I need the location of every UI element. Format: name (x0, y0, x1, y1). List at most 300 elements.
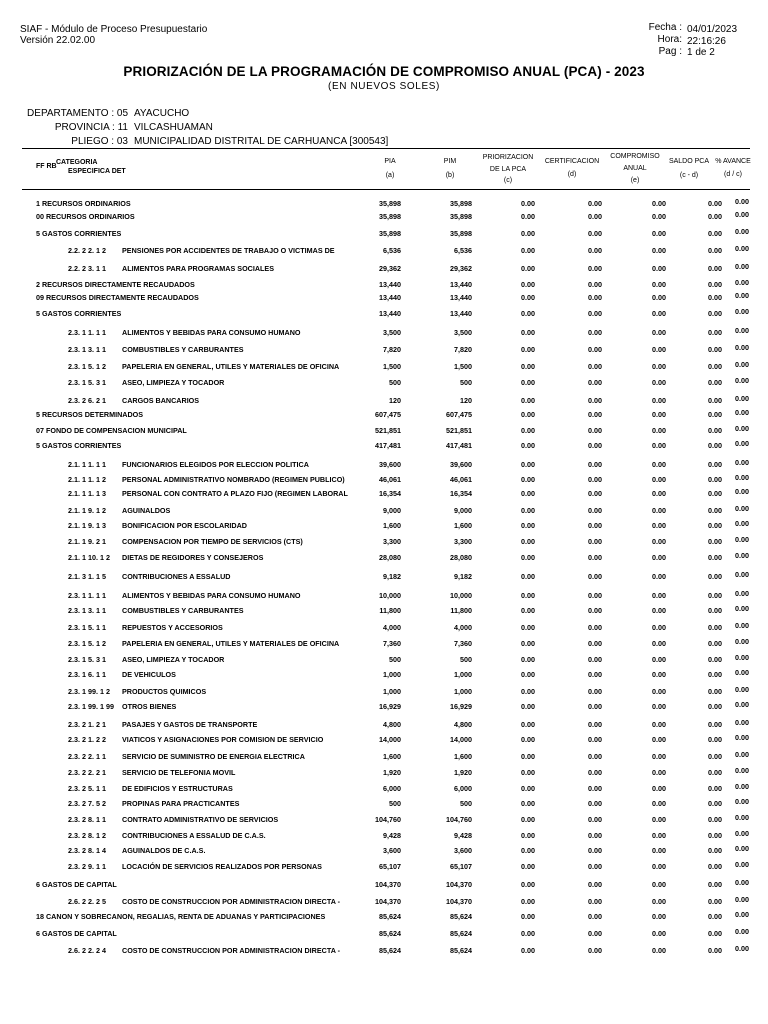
row-pim: 85,624 (450, 946, 472, 955)
row-priorizacion: 0.00 (521, 328, 535, 337)
row-code: 2.1. 3 1. 1 5 (68, 572, 106, 581)
row-compromiso: 0.00 (652, 702, 666, 711)
row-code: 2.3. 1 1. 1 1 (68, 591, 106, 600)
row-avance: 0.00 (735, 860, 749, 869)
departamento-label: DEPARTAMENTO : 05 (27, 108, 128, 119)
row-compromiso: 0.00 (652, 846, 666, 855)
row-pim: 11,800 (450, 606, 472, 615)
row-compromiso: 0.00 (652, 506, 666, 515)
row-priorizacion: 0.00 (521, 475, 535, 484)
row-label: REPUESTOS Y ACCESORIOS (122, 623, 223, 632)
row-pim: 14,000 (450, 735, 472, 744)
row-compromiso: 0.00 (652, 591, 666, 600)
report-subtitle: (EN NUEVOS SOLES) (328, 81, 440, 92)
row-avance: 0.00 (735, 439, 749, 448)
row-saldo: 0.00 (708, 929, 722, 938)
row-certificacion: 0.00 (588, 591, 602, 600)
row-priorizacion: 0.00 (521, 553, 535, 562)
row-code: 2.3. 1 5. 1 1 (68, 623, 106, 632)
row-priorizacion: 0.00 (521, 309, 535, 318)
row-pim: 104,370 (446, 897, 472, 906)
row-avance: 0.00 (735, 535, 749, 544)
row-pia: 11,800 (379, 606, 401, 615)
row-label: COMBUSTIBLES Y CARBURANTES (122, 345, 244, 354)
row-code: 2.1. 1 9. 1 2 (68, 506, 106, 515)
col-compromiso-sub: (e) (630, 177, 640, 184)
col-pim-sub: (b) (445, 172, 455, 179)
row-label: DE EDIFICIOS Y ESTRUCTURAS (122, 784, 233, 793)
row-label: COMPENSACION POR TIEMPO DE SERVICIOS (CTS) (122, 537, 303, 546)
row-certificacion: 0.00 (588, 572, 602, 581)
row-pia: 1,600 (383, 752, 401, 761)
row-priorizacion: 0.00 (521, 655, 535, 664)
row-avance: 0.00 (735, 895, 749, 904)
row-pia: 7,360 (383, 639, 401, 648)
row-pia: 13,440 (379, 280, 401, 289)
row-priorizacion: 0.00 (521, 489, 535, 498)
row-pia: 104,370 (375, 897, 401, 906)
row-compromiso: 0.00 (652, 606, 666, 615)
row-avance: 0.00 (735, 910, 749, 919)
row-label: 18 CANON Y SOBRECANON, REGALIAS, RENTA DE ADUANAS Y PARTICIPACIONES (36, 912, 326, 921)
row-priorizacion: 0.00 (521, 735, 535, 744)
row-pia: 65,107 (379, 862, 401, 871)
row-priorizacion: 0.00 (521, 912, 535, 921)
row-pia: 13,440 (379, 309, 401, 318)
row-pia: 7,820 (383, 345, 401, 354)
row-avance: 0.00 (735, 766, 749, 775)
row-label: PERSONAL ADMINISTRATIVO NOMBRADO (REGIMEN PUBLICO) (122, 475, 345, 484)
row-certificacion: 0.00 (588, 199, 602, 208)
row-compromiso: 0.00 (652, 396, 666, 405)
row-pia: 1,500 (383, 362, 401, 371)
row-saldo: 0.00 (708, 784, 722, 793)
row-code: 2.3. 2 7. 5 2 (68, 799, 106, 808)
row-certificacion: 0.00 (588, 309, 602, 318)
row-certificacion: 0.00 (588, 768, 602, 777)
provincia-label: PROVINCIA : 11 (54, 122, 128, 133)
table-row (0, 670, 768, 682)
row-saldo: 0.00 (708, 441, 722, 450)
row-label: COSTO DE CONSTRUCCION POR ADMINISTRACION DIRECTA - (122, 946, 341, 955)
row-avance: 0.00 (735, 487, 749, 496)
row-label: COMBUSTIBLES Y CARBURANTES (122, 606, 244, 615)
row-saldo: 0.00 (708, 768, 722, 777)
row-pim: 417,481 (446, 441, 472, 450)
row-certificacion: 0.00 (588, 670, 602, 679)
row-code: 2.6. 2 2. 2 5 (68, 897, 106, 906)
row-pim: 13,440 (450, 293, 472, 302)
row-label: 09 RECURSOS DIRECTAMENTE RECAUDADOS (36, 293, 199, 302)
fecha-label: Fecha : (648, 22, 682, 33)
row-compromiso: 0.00 (652, 912, 666, 921)
row-pim: 9,182 (454, 572, 472, 581)
row-pim: 7,820 (454, 345, 472, 354)
row-pia: 85,624 (379, 929, 401, 938)
row-pim: 4,000 (454, 623, 472, 632)
table-row (0, 229, 768, 241)
table-row (0, 687, 768, 699)
row-label: 00 RECURSOS ORDINARIOS (36, 212, 135, 221)
row-pia: 85,624 (379, 946, 401, 955)
row-compromiso: 0.00 (652, 293, 666, 302)
row-avance: 0.00 (735, 604, 749, 613)
row-label: BONIFICACION POR ESCOLARIDAD (122, 521, 247, 530)
table-row (0, 720, 768, 732)
row-saldo: 0.00 (708, 460, 722, 469)
table-row (0, 702, 768, 714)
row-certificacion: 0.00 (588, 378, 602, 387)
row-saldo: 0.00 (708, 293, 722, 302)
row-code: 2.3. 2 9. 1 1 (68, 862, 106, 871)
row-pim: 120 (460, 396, 472, 405)
row-saldo: 0.00 (708, 831, 722, 840)
row-priorizacion: 0.00 (521, 426, 535, 435)
table-row (0, 460, 768, 472)
table-row (0, 862, 768, 874)
row-priorizacion: 0.00 (521, 946, 535, 955)
table-row (0, 815, 768, 827)
row-pim: 500 (460, 655, 472, 664)
header-rule-top (22, 148, 750, 149)
row-pim: 3,300 (454, 537, 472, 546)
row-pim: 13,440 (450, 280, 472, 289)
row-certificacion: 0.00 (588, 880, 602, 889)
row-saldo: 0.00 (708, 735, 722, 744)
row-pim: 3,600 (454, 846, 472, 855)
row-pia: 14,000 (379, 735, 401, 744)
row-priorizacion: 0.00 (521, 897, 535, 906)
row-code: 2.3. 1 3. 1 1 (68, 345, 106, 354)
row-pim: 1,600 (454, 752, 472, 761)
row-avance: 0.00 (735, 782, 749, 791)
row-compromiso: 0.00 (652, 929, 666, 938)
row-certificacion: 0.00 (588, 702, 602, 711)
row-pia: 35,898 (379, 199, 401, 208)
table-row (0, 752, 768, 764)
table-row (0, 378, 768, 390)
col-avance: % AVANCE (715, 158, 751, 165)
row-label: CONTRATO ADMINISTRATIVO DE SERVICIOS (122, 815, 279, 824)
row-compromiso: 0.00 (652, 639, 666, 648)
row-avance: 0.00 (735, 376, 749, 385)
row-avance: 0.00 (735, 307, 749, 316)
row-avance: 0.00 (735, 797, 749, 806)
row-pia: 500 (389, 378, 401, 387)
table-row (0, 639, 768, 651)
row-priorizacion: 0.00 (521, 720, 535, 729)
row-label: AGUINALDOS DE C.A.S. (122, 846, 206, 855)
row-compromiso: 0.00 (652, 199, 666, 208)
row-pim: 13,440 (450, 309, 472, 318)
row-certificacion: 0.00 (588, 362, 602, 371)
row-certificacion: 0.00 (588, 426, 602, 435)
row-code: 2.1. 1 10. 1 2 (68, 553, 110, 562)
row-pia: 4,000 (383, 623, 401, 632)
row-avance: 0.00 (735, 210, 749, 219)
row-pia: 3,500 (383, 328, 401, 337)
row-code: 2.1. 1 9. 1 3 (68, 521, 106, 530)
row-saldo: 0.00 (708, 815, 722, 824)
row-pia: 6,536 (383, 246, 401, 255)
row-avance: 0.00 (735, 291, 749, 300)
row-compromiso: 0.00 (652, 328, 666, 337)
row-pim: 500 (460, 799, 472, 808)
row-saldo: 0.00 (708, 687, 722, 696)
row-certificacion: 0.00 (588, 606, 602, 615)
row-pia: 521,851 (375, 426, 401, 435)
row-certificacion: 0.00 (588, 687, 602, 696)
row-pim: 9,000 (454, 506, 472, 515)
col-saldo-sub: (c - d) (679, 172, 699, 179)
row-pim: 28,080 (450, 553, 472, 562)
table-row (0, 345, 768, 357)
row-compromiso: 0.00 (652, 946, 666, 955)
row-avance: 0.00 (735, 504, 749, 513)
row-certificacion: 0.00 (588, 521, 602, 530)
row-priorizacion: 0.00 (521, 846, 535, 855)
row-avance: 0.00 (735, 262, 749, 271)
col-ff-rb: FF RB (36, 163, 57, 170)
row-priorizacion: 0.00 (521, 831, 535, 840)
row-saldo: 0.00 (708, 246, 722, 255)
row-code: 2.3. 2 1. 2 2 (68, 735, 106, 744)
row-priorizacion: 0.00 (521, 702, 535, 711)
col-certificacion: CERTIFICACION (544, 158, 600, 165)
table-row (0, 655, 768, 667)
row-avance: 0.00 (735, 570, 749, 579)
row-label: FUNCIONARIOS ELEGIDOS POR ELECCION POLITICA (122, 460, 309, 469)
row-pia: 9,428 (383, 831, 401, 840)
row-compromiso: 0.00 (652, 720, 666, 729)
row-pim: 16,929 (450, 702, 472, 711)
row-avance: 0.00 (735, 551, 749, 560)
row-pia: 1,920 (383, 768, 401, 777)
row-pia: 3,300 (383, 537, 401, 546)
row-avance: 0.00 (735, 668, 749, 677)
row-label: PRODUCTOS QUIMICOS (122, 687, 207, 696)
page-label: Pag : (658, 46, 682, 57)
row-code: 2.3. 1 5. 1 2 (68, 639, 106, 648)
system-version: Versión 22.02.00 (20, 35, 96, 46)
row-priorizacion: 0.00 (521, 378, 535, 387)
row-certificacion: 0.00 (588, 897, 602, 906)
row-compromiso: 0.00 (652, 489, 666, 498)
row-priorizacion: 0.00 (521, 929, 535, 938)
table-row (0, 396, 768, 408)
row-pim: 6,000 (454, 784, 472, 793)
row-avance: 0.00 (735, 844, 749, 853)
row-saldo: 0.00 (708, 946, 722, 955)
col-priorizacion: PRIORIZACION (482, 154, 534, 161)
row-avance: 0.00 (735, 927, 749, 936)
table-row (0, 768, 768, 780)
row-pia: 1,000 (383, 687, 401, 696)
row-pia: 13,440 (379, 293, 401, 302)
row-compromiso: 0.00 (652, 426, 666, 435)
row-priorizacion: 0.00 (521, 264, 535, 273)
row-priorizacion: 0.00 (521, 441, 535, 450)
row-code: 2.3. 2 1. 2 1 (68, 720, 106, 729)
row-certificacion: 0.00 (588, 441, 602, 450)
row-label: PAPELERIA EN GENERAL, UTILES Y MATERIALES DE OFICINA (122, 639, 340, 648)
row-compromiso: 0.00 (652, 862, 666, 871)
row-priorizacion: 0.00 (521, 591, 535, 600)
row-label: PERSONAL CON CONTRATO A PLAZO FIJO (REGIMEN LABORAL (122, 489, 348, 498)
row-code: 2.1. 1 9. 2 1 (68, 537, 106, 546)
system-name: SIAF - Módulo de Proceso Presupuestario (20, 24, 208, 35)
row-saldo: 0.00 (708, 720, 722, 729)
row-saldo: 0.00 (708, 553, 722, 562)
row-priorizacion: 0.00 (521, 606, 535, 615)
table-row (0, 831, 768, 843)
row-code: 2.3. 1 3. 1 1 (68, 606, 106, 615)
row-label: DIETAS DE REGIDORES Y CONSEJEROS (122, 553, 264, 562)
row-pim: 29,362 (450, 264, 472, 273)
row-certificacion: 0.00 (588, 784, 602, 793)
row-saldo: 0.00 (708, 591, 722, 600)
row-certificacion: 0.00 (588, 212, 602, 221)
row-saldo: 0.00 (708, 639, 722, 648)
row-compromiso: 0.00 (652, 229, 666, 238)
row-compromiso: 0.00 (652, 246, 666, 255)
table-row (0, 309, 768, 321)
row-compromiso: 0.00 (652, 309, 666, 318)
row-pia: 1,000 (383, 670, 401, 679)
row-saldo: 0.00 (708, 606, 722, 615)
col-certificacion-sub: (d) (567, 171, 577, 178)
table-row (0, 212, 768, 224)
row-certificacion: 0.00 (588, 460, 602, 469)
row-code: 2.3. 1 1. 1 1 (68, 328, 106, 337)
row-priorizacion: 0.00 (521, 345, 535, 354)
row-pia: 500 (389, 799, 401, 808)
row-label: 6 GASTOS DE CAPITAL (36, 880, 117, 889)
row-compromiso: 0.00 (652, 553, 666, 562)
row-pia: 4,800 (383, 720, 401, 729)
row-compromiso: 0.00 (652, 880, 666, 889)
row-certificacion: 0.00 (588, 799, 602, 808)
row-certificacion: 0.00 (588, 831, 602, 840)
row-pim: 46,061 (450, 475, 472, 484)
row-saldo: 0.00 (708, 670, 722, 679)
row-code: 2.3. 2 5. 1 1 (68, 784, 106, 793)
row-certificacion: 0.00 (588, 912, 602, 921)
row-code: 2.3. 1 5. 3 1 (68, 378, 106, 387)
table-row (0, 441, 768, 453)
table-row (0, 410, 768, 422)
row-avance: 0.00 (735, 326, 749, 335)
row-label: 2 RECURSOS DIRECTAMENTE RECAUDADOS (36, 280, 195, 289)
row-priorizacion: 0.00 (521, 639, 535, 648)
row-avance: 0.00 (735, 685, 749, 694)
row-code: 2.1. 1 1. 1 2 (68, 475, 106, 484)
row-compromiso: 0.00 (652, 572, 666, 581)
table-row (0, 553, 768, 565)
row-code: 2.1. 1 1. 1 1 (68, 460, 106, 469)
row-saldo: 0.00 (708, 702, 722, 711)
row-label: ASEO, LIMPIEZA Y TOCADOR (122, 378, 225, 387)
row-avance: 0.00 (735, 227, 749, 236)
row-pim: 1,500 (454, 362, 472, 371)
row-saldo: 0.00 (708, 328, 722, 337)
row-saldo: 0.00 (708, 378, 722, 387)
row-priorizacion: 0.00 (521, 752, 535, 761)
table-row (0, 946, 768, 958)
row-priorizacion: 0.00 (521, 293, 535, 302)
row-saldo: 0.00 (708, 229, 722, 238)
row-pia: 6,000 (383, 784, 401, 793)
row-certificacion: 0.00 (588, 229, 602, 238)
row-avance: 0.00 (735, 718, 749, 727)
row-pia: 607,475 (375, 410, 401, 419)
row-priorizacion: 0.00 (521, 572, 535, 581)
row-priorizacion: 0.00 (521, 506, 535, 515)
row-compromiso: 0.00 (652, 752, 666, 761)
row-label: SERVICIO DE TELEFONIA MOVIL (122, 768, 236, 777)
row-saldo: 0.00 (708, 410, 722, 419)
row-certificacion: 0.00 (588, 410, 602, 419)
row-code: 2.1. 1 1. 1 3 (68, 489, 106, 498)
row-certificacion: 0.00 (588, 345, 602, 354)
row-label: CONTRIBUCIONES A ESSALUD (122, 572, 231, 581)
row-pia: 417,481 (375, 441, 401, 450)
row-saldo: 0.00 (708, 396, 722, 405)
row-avance: 0.00 (735, 813, 749, 822)
row-avance: 0.00 (735, 733, 749, 742)
row-avance: 0.00 (735, 360, 749, 369)
row-compromiso: 0.00 (652, 687, 666, 696)
table-row (0, 880, 768, 892)
row-pim: 9,428 (454, 831, 472, 840)
row-compromiso: 0.00 (652, 212, 666, 221)
col-pia: PIA (384, 158, 396, 165)
row-compromiso: 0.00 (652, 799, 666, 808)
col-avance-sub: (d / c) (724, 171, 742, 178)
row-priorizacion: 0.00 (521, 410, 535, 419)
row-label: 5 GASTOS CORRIENTES (36, 309, 122, 318)
row-compromiso: 0.00 (652, 280, 666, 289)
row-code: 2.6. 2 2. 2 4 (68, 946, 106, 955)
row-avance: 0.00 (735, 944, 749, 953)
row-pim: 6,536 (454, 246, 472, 255)
row-certificacion: 0.00 (588, 720, 602, 729)
table-row (0, 199, 768, 211)
row-saldo: 0.00 (708, 799, 722, 808)
row-pim: 4,800 (454, 720, 472, 729)
row-compromiso: 0.00 (652, 655, 666, 664)
row-label: AGUINALDOS (122, 506, 171, 515)
row-priorizacion: 0.00 (521, 280, 535, 289)
table-row (0, 521, 768, 533)
table-row (0, 846, 768, 858)
fecha-value: 04/01/2023 (687, 24, 738, 35)
row-priorizacion: 0.00 (521, 229, 535, 238)
row-compromiso: 0.00 (652, 441, 666, 450)
table-row (0, 784, 768, 796)
row-avance: 0.00 (735, 473, 749, 482)
col-priorizacion-sub: (c) (503, 177, 513, 184)
row-label: ALIMENTOS Y BEBIDAS PARA CONSUMO HUMANO (122, 591, 301, 600)
row-pim: 35,898 (450, 199, 472, 208)
row-priorizacion: 0.00 (521, 460, 535, 469)
row-avance: 0.00 (735, 197, 749, 206)
row-compromiso: 0.00 (652, 410, 666, 419)
row-saldo: 0.00 (708, 521, 722, 530)
table-row (0, 912, 768, 924)
row-pia: 46,061 (379, 475, 401, 484)
row-pim: 10,000 (450, 591, 472, 600)
